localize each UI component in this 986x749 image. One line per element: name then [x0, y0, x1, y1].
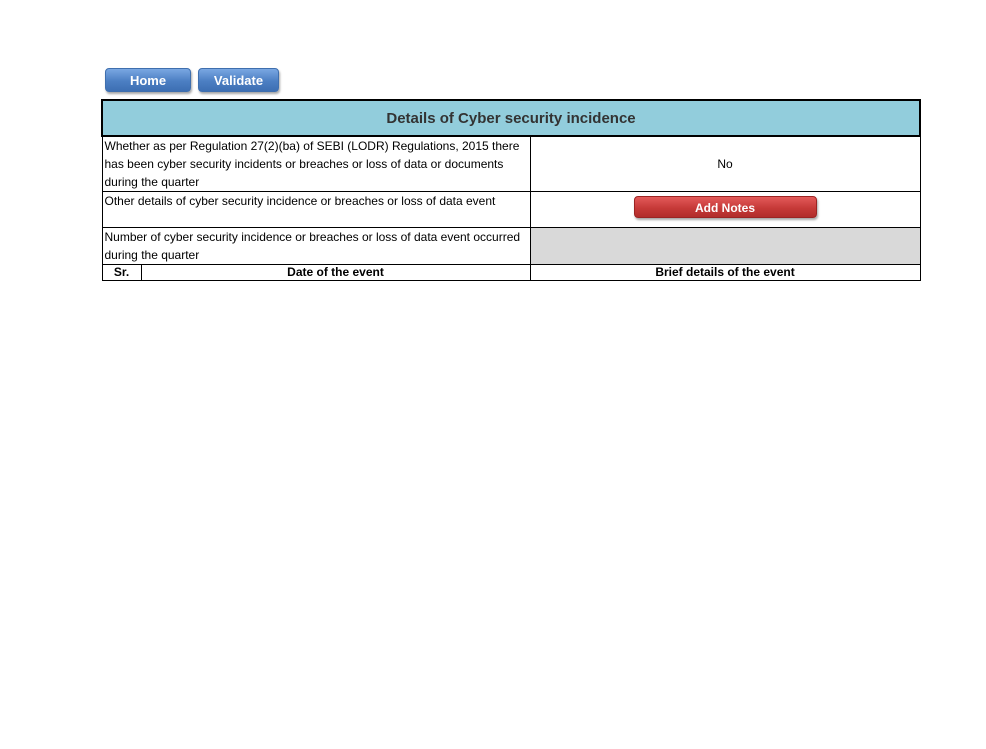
add-notes-button[interactable]: Add Notes [634, 196, 817, 218]
column-header-sr: Sr. [102, 265, 141, 281]
home-button[interactable]: Home [105, 68, 191, 92]
validate-button[interactable]: Validate [198, 68, 279, 92]
other-details-label: Other details of cyber security incidence or breaches or loss of data event [102, 192, 530, 228]
cyber-security-form [101, 99, 921, 281]
incident-answer-value: No [717, 157, 733, 171]
incident-question-label: Whether as per Regulation 27(2)(ba) of SEBI (LODR) Regulations, 2015 there has been cyber security incidents or breaches or loss of data or documents during the quarter [102, 136, 530, 192]
column-header-date: Date of the event [141, 265, 530, 281]
incident-count-cell [530, 228, 920, 265]
column-header-details: Brief details of the event [530, 265, 920, 281]
form-title: Details of Cyber security incidence [102, 100, 920, 136]
incident-count-label: Number of cyber security incidence or breaches or loss of data event occurred during the quarter [102, 228, 530, 265]
incident-answer-cell[interactable] [530, 136, 920, 192]
other-details-cell [530, 192, 920, 228]
